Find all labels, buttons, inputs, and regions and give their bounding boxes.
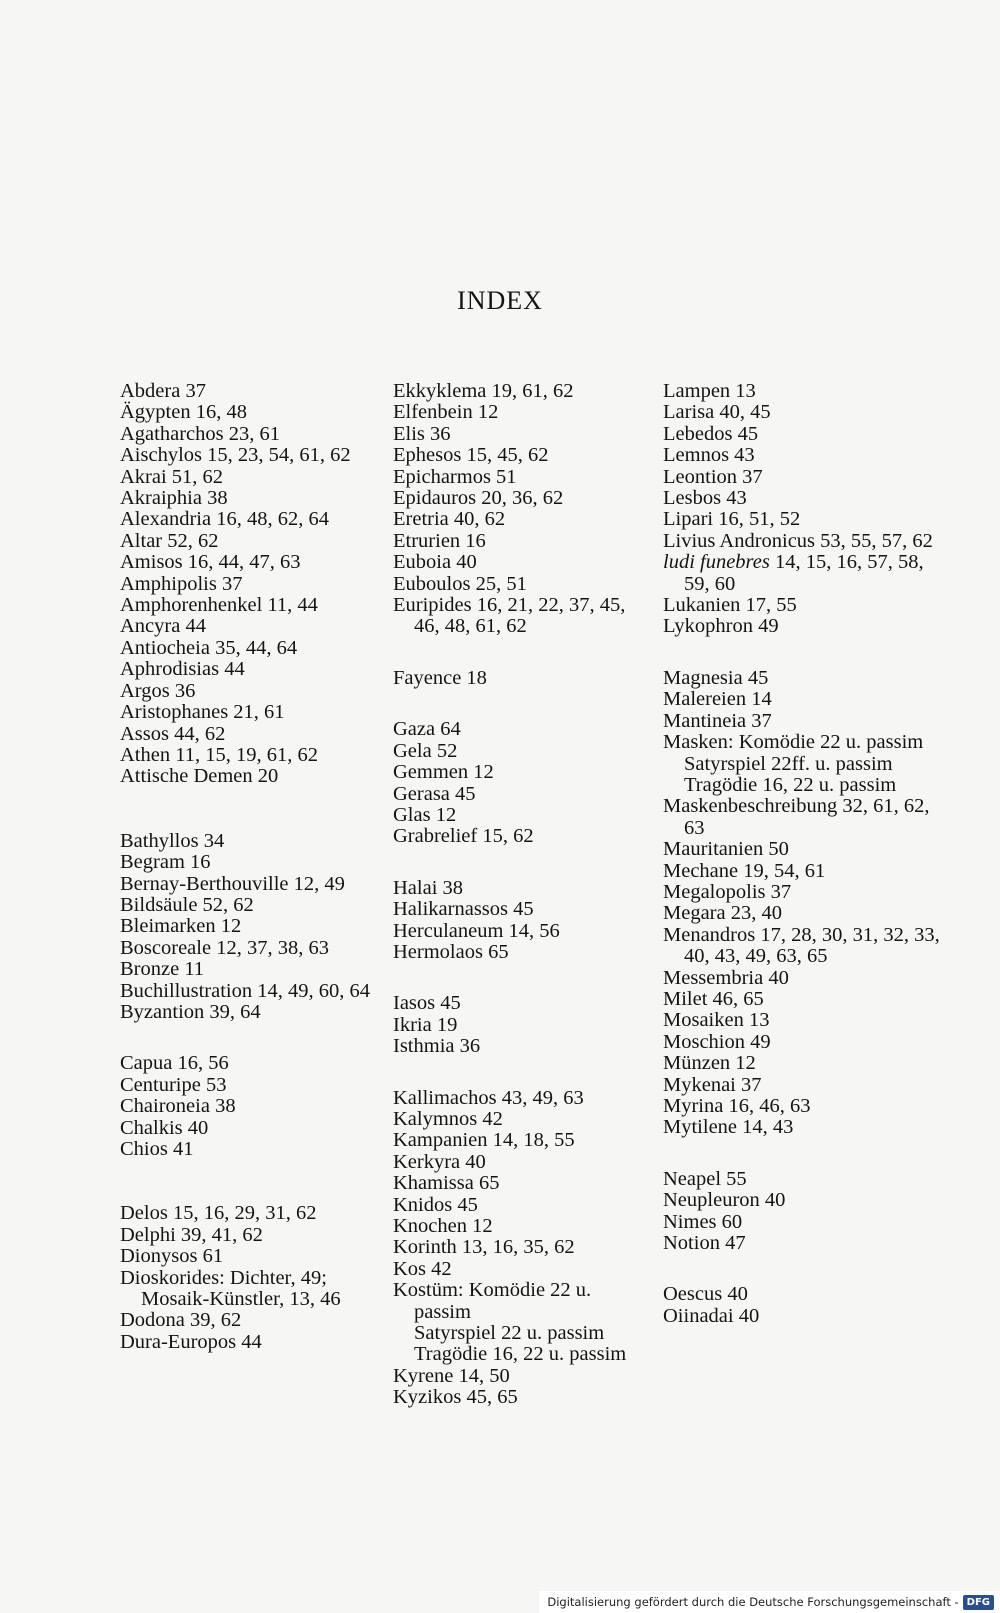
index-column-2 (393, 381, 653, 1409)
index-group-d (120, 1203, 380, 1353)
index-entry: Abdera 37 (120, 380, 206, 402)
index-entry: Messembria 40 (663, 966, 789, 989)
index-entry: Byzantion 39, 64 (120, 1000, 261, 1023)
index-entry: Megara 23, 40 (663, 902, 782, 925)
index-entry: Chalkis 40 (120, 1116, 209, 1139)
index-column-3 (663, 381, 953, 1327)
index-entry: Fayence 18 (393, 666, 487, 689)
index-entry: Kyrene 14, 50 (393, 1364, 510, 1387)
index-entry: Dura-Europos 44 (120, 1330, 262, 1353)
index-entry: Akrai 51, 62 (120, 465, 224, 488)
index-entry: Isthmia 36 (393, 1035, 481, 1058)
index-entry: Begram 16 (120, 851, 211, 874)
index-entry: Mytilene 14, 43 (663, 1116, 794, 1139)
index-entry: Euboia 40 (393, 551, 477, 574)
index-entry: Larisa 40, 45 (663, 401, 771, 424)
index-entry: Ancyra 44 (120, 615, 206, 638)
index-entry: Oescus 40 (663, 1283, 748, 1306)
index-group-k (393, 1088, 653, 1409)
index-entry: Lipari 16, 51, 52 (663, 508, 801, 531)
index-entry: Korinth 13, 16, 35, 62 (393, 1236, 575, 1259)
index-entry: Megalopolis 37 (663, 880, 792, 903)
index-entry: Bronze 11 (120, 958, 205, 981)
index-entry: Lampen 13 (663, 380, 756, 402)
index-entry: Antiocheia 35, 44, 64 (120, 636, 298, 659)
page-title: INDEX (457, 286, 543, 315)
index-entry: Knochen 12 (393, 1215, 493, 1237)
index-entry: Notion 47 (663, 1232, 746, 1255)
index-entry: Athen 11, 15, 19, 61, 62 (120, 743, 318, 766)
index-entry: Bildsäule 52, 62 (120, 893, 254, 916)
index-entry: Leontion 37 (663, 465, 763, 488)
index-entry: Euripides 16, 21, 22, 37, 45, 46, 48, 61, 62 (393, 594, 626, 638)
index-entry: Alexandria 16, 48, 62, 64 (120, 508, 329, 531)
index-subentry: Satyrspiel 22 u. passim (414, 1322, 605, 1345)
index-entry: Ephesos 15, 45, 62 (393, 444, 549, 467)
index-entry: Neapel 55 (663, 1167, 747, 1190)
index-group-b (120, 831, 380, 1024)
index-entry: Amisos 16, 44, 47, 63 (120, 551, 301, 574)
index-entry: Neupleuron 40 (663, 1189, 786, 1212)
index-entry: Khamissa 65 (393, 1172, 500, 1195)
index-entry: Akraiphia 38 (120, 487, 228, 510)
index-entry: Kyzikos 45, 65 (393, 1386, 518, 1409)
index-group-n (663, 1169, 953, 1255)
footer-text: Digitalisierung gefördert durch die Deutsche Forschungsgemeinschaft - (547, 1595, 959, 1609)
index-entry: Argos 36 (120, 679, 196, 702)
index-entry: Halikarnassos 45 (393, 898, 534, 921)
index-group-g (393, 719, 653, 847)
ludi-term: ludi funebres (663, 551, 770, 574)
index-entry: Ekkyklema 19, 61, 62 (393, 380, 574, 402)
dfg-logo: DFG (963, 1595, 994, 1610)
index-entry: Masken: Komödie 22 u. passim (663, 731, 924, 754)
digitization-footer (539, 1591, 1000, 1613)
index-subentry: Satyrspiel 22ff. u. passim (684, 752, 893, 775)
index-entry: Oiinadai 40 (663, 1304, 760, 1327)
index-entry: Glas 12 (393, 803, 457, 826)
index-entry: Myrina 16, 46, 63 (663, 1095, 811, 1117)
index-subentry: Tragödie 16, 22 u. passim (414, 1343, 627, 1366)
index-entry: Elfenbein 12 (393, 401, 499, 424)
index-entry: Epidauros 20, 36, 62 (393, 487, 564, 510)
index-entry: Livius Andronicus 53, 55, 57, 62 (663, 529, 933, 552)
index-entry: Maskenbeschreibung 32, 61, 62, 63 (663, 795, 930, 839)
index-group-o (663, 1284, 953, 1327)
index-entry (663, 552, 953, 595)
index-entry: Capua 16, 56 (120, 1052, 229, 1075)
index-entry: Nimes 60 (663, 1210, 743, 1233)
index-entry: Kerkyra 40 (393, 1150, 486, 1173)
index-entry: Amphorenhenkel 11, 44 (120, 594, 318, 617)
index-entry: Agatharchos 23, 61 (120, 422, 280, 445)
index-entry: Ikria 19 (393, 1013, 458, 1036)
index-entry: Mosaiken 13 (663, 1009, 770, 1032)
index-entry: Mauritanien 50 (663, 838, 789, 861)
index-subentry: Tragödie 16, 22 u. passim (684, 773, 897, 796)
index-entry: Milet 46, 65 (663, 987, 764, 1010)
index-entry: Bathyllos 34 (120, 829, 225, 852)
index-entry: Kos 42 (393, 1257, 452, 1280)
index-group-l (663, 381, 953, 638)
index-entry: Boscoreale 12, 37, 38, 63 (120, 936, 329, 959)
index-entry: Aristophanes 21, 61 (120, 701, 285, 724)
index-entry: Amphipolis 37 (120, 572, 243, 595)
index-entry: Herculaneum 14, 56 (393, 919, 560, 942)
index-entry: Chios 41 (120, 1138, 194, 1160)
index-group-c (120, 1053, 380, 1160)
index-entry: Delos 15, 16, 29, 31, 62 (120, 1202, 317, 1225)
index-entry: Aischylos 15, 23, 54, 61, 62 (120, 444, 351, 467)
index-entry: Lemnos 43 (663, 444, 755, 467)
index-entry: Bleimarken 12 (120, 915, 242, 938)
index-entry: Hermolaos 65 (393, 940, 509, 963)
index-entry: Lebedos 45 (663, 422, 759, 445)
index-entry: Bernay-Berthouville 12, 49 (120, 872, 345, 895)
index-entry: Moschion 49 (663, 1030, 771, 1053)
index-entry: Kallimachos 43, 49, 63 (393, 1086, 584, 1109)
index-entry: Eretria 40, 62 (393, 508, 506, 531)
index-entry: Halai 38 (393, 876, 464, 899)
index-entry: Epicharmos 51 (393, 465, 517, 488)
index-entry: Kampanien 14, 18, 55 (393, 1129, 575, 1152)
index-entry: Grabrelief 15, 62 (393, 825, 534, 848)
index-entry: Etrurien 16 (393, 529, 486, 552)
index-entry: Knidos 45 (393, 1193, 478, 1216)
index-entry: Buchillustration 14, 49, 60, 64 (120, 979, 370, 1002)
index-entry: Mantineia 37 (663, 709, 772, 732)
index-entry: Dioskorides: Dichter, 49; Mosaik-Künstler, 13, 46 (120, 1266, 341, 1311)
index-entry: Delphi 39, 41, 62 (120, 1223, 263, 1246)
index-entry: Münzen 12 (663, 1052, 756, 1075)
index-entry: Mechane 19, 54, 61 (663, 859, 826, 882)
index-group-e (393, 381, 653, 638)
index-entry: Menandros 17, 28, 30, 31, 32, 33, 40, 43, 49, 63, 65 (663, 923, 940, 968)
index-group-a (120, 381, 380, 788)
index-column-1 (120, 381, 380, 1353)
index-entry: Dionysos 61 (120, 1245, 224, 1268)
index-entry: Assos 44, 62 (120, 722, 226, 745)
index-entry: Iasos 45 (393, 992, 461, 1015)
index-entry: Altar 52, 62 (120, 529, 219, 552)
index-group-m (663, 668, 953, 1139)
index-entry: Chaironeia 38 (120, 1095, 236, 1118)
index-entry: Dodona 39, 62 (120, 1309, 242, 1332)
index-entry: Elis 36 (393, 422, 451, 445)
index-entry: Centuripe 53 (120, 1073, 227, 1096)
index-group-i (393, 993, 653, 1057)
index-entry: Kostüm: Komödie 22 u. passim (393, 1279, 592, 1323)
index-entry: Malereien 14 (663, 688, 772, 711)
index-entry: Gela 52 (393, 739, 458, 762)
index-entry: Mykenai 37 (663, 1073, 762, 1096)
index-entry: Gemmen 12 (393, 761, 494, 784)
index-group-h (393, 878, 653, 964)
index-entry: Gerasa 45 (393, 782, 476, 805)
index-entry: Aphrodisias 44 (120, 658, 245, 681)
index-entry: Attische Demen 20 (120, 765, 279, 788)
index-entry: Kalymnos 42 (393, 1107, 503, 1130)
index-entry: Euboulos 25, 51 (393, 572, 527, 595)
index-entry: Magnesia 45 (663, 666, 769, 689)
index-group-f (393, 668, 653, 689)
index-entry: Lykophron 49 (663, 615, 779, 638)
index-entry: Lesbos 43 (663, 487, 747, 510)
index-entry: Gaza 64 (393, 718, 461, 741)
index-entry: Lukanien 17, 55 (663, 594, 797, 617)
ludi-pages: 14, 15, 16, 57, 58, 59, 60 (684, 551, 924, 595)
index-entry: Ägypten 16, 48 (120, 401, 247, 424)
